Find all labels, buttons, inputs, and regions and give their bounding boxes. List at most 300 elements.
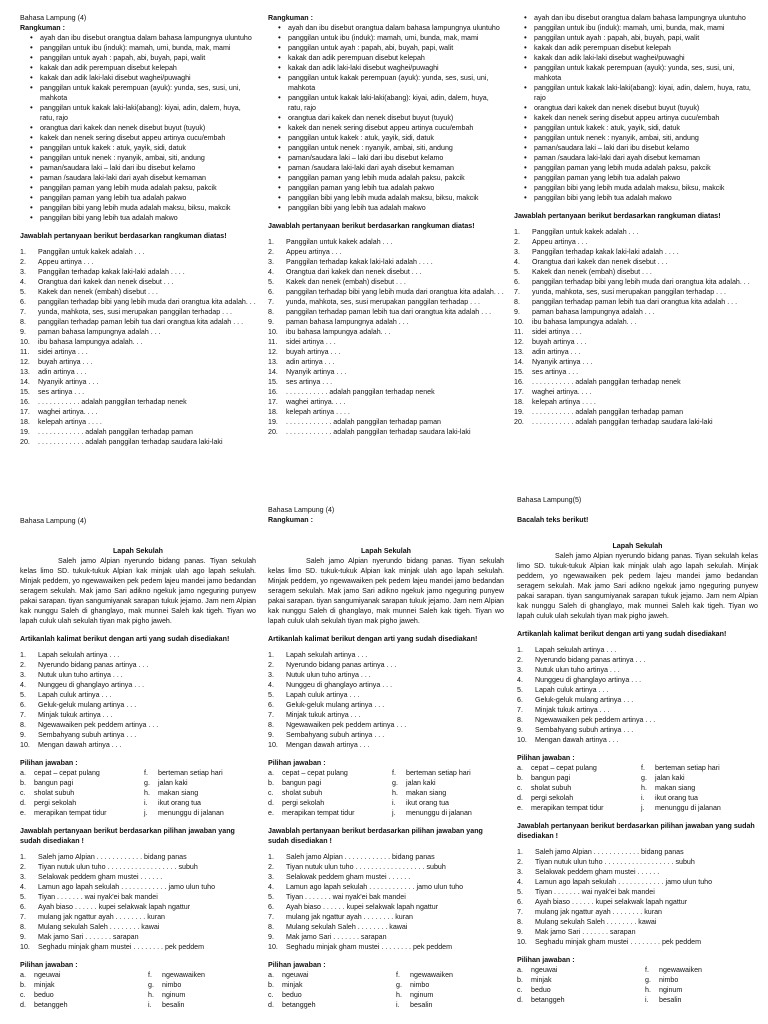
question-number: 20. [514,418,524,426]
summary-item: • panggilan paman yang lebih tua adalah pakwo [280,183,504,193]
summary-item: • kakak dan adik perempuan disebut kelepah [526,43,758,53]
question-number: 1. [268,651,274,659]
question-number: 2. [514,238,520,246]
question-text: Seghadu minjak gham mustei . . . . . . . . pek peddem [286,943,452,951]
question-item [20,680,256,690]
question-number: 19. [268,418,278,426]
choice-letter: c. [517,986,523,994]
question-text: waghei artinya. . . . [286,398,346,406]
summary-item: • orangtua dari kakek dan nenek disebut buyut (tuyuk) [526,103,758,113]
question-item [268,872,504,882]
choice-letter: j. [641,804,645,812]
choices2-grid [517,965,758,1005]
question-item [268,710,504,720]
question-item [517,685,758,695]
choice-text: ngewawaiken [659,966,702,974]
question-item [514,417,758,427]
question-number: 9. [514,308,520,316]
question-number: 2. [268,248,274,256]
question-item [20,267,256,277]
choices2-grid [268,970,504,1010]
choice-letter: g. [396,981,402,989]
question-item [20,700,256,710]
question-item [20,902,256,912]
q2-heading: Jawablah pertanyaan berikut berdasarkan pilihan jawaban yang sudah disediakan ! [20,827,235,845]
choice-letter: g. [645,976,651,984]
summary-item: • panggilan untuk ibu (induk): mamah, umi, bunda, mak, mami [526,23,758,33]
choice-letter: h. [148,991,154,999]
summary-item: • ayah dan ibu disebut orangtua dalam bahasa lampungnya uluntuho [280,23,504,33]
question-item [20,357,256,367]
bottom-page-col2 [268,505,504,1010]
question-text: Minjak tukuk artinya . . . [535,706,610,714]
choice-letter: b. [517,976,523,984]
question-text: paman bahasa lampungnya adalah . . . [38,328,161,336]
question-number: 3. [268,873,274,881]
question-item [20,942,256,952]
question-item [514,357,758,367]
summary-item: • panggilan bibi yang lebih muda adalah maksu, biksu, makcik [280,193,504,203]
choice-text: bangun pagi [34,779,74,787]
question-text: . . . . . . . . . . . adalah panggilan terhadap nenek [286,388,435,396]
choices-grid [268,768,504,818]
page-title: Bahasa Lampung (4) [20,517,87,525]
question-item [20,852,256,862]
choice-letter: f. [148,971,152,979]
question-text: mulang jak ngattur ayah . . . . . . . . kuran [38,913,165,921]
summary-item: • panggilan untuk nenek : nyanyik, ambai, siti, andung [280,143,504,153]
summary-list [514,13,758,203]
question-text: Orangtua dari kakek dan nenek disebut . . . [532,258,668,266]
question-number: 5. [268,691,274,699]
question-number: 1. [268,853,274,861]
question-text: Kakek dan nenek (embah) disebut . . . [286,278,406,286]
summary-item: • kakek dan nenek sering disebut appeu artinya cucu/embah [280,123,504,133]
choice-letter: j. [144,809,148,817]
question-item [20,740,256,750]
question-item [20,650,256,660]
q2-list [268,852,504,952]
question-number: 3. [268,671,274,679]
choice-letter: h. [392,789,398,797]
question-number: 14. [20,378,30,386]
question-number: 10. [514,318,524,326]
choice-text: nimbo [162,981,182,989]
question-number: 9. [517,928,523,936]
story-title: Lapah Sekulah [112,547,164,555]
question-item [517,675,758,685]
choice-letter: f. [645,966,649,974]
choice-letter: b. [268,981,274,989]
question-text: Nyanyik artinya . . . [38,378,99,386]
question-text: Saleh jamo Alpian . . . . . . . . . . . . bidang panas [286,853,435,861]
question-item [20,730,256,740]
page-title: Bahasa Lampung(5) [517,496,582,504]
question-item [20,882,256,892]
choice-letter: b. [268,779,274,787]
question-number: 5. [268,278,274,286]
question-item [268,660,504,670]
story-text: Saleh jamo Alpian nyerundo bidang panas. Tiyan sekulah kelas limo SD. tukuk-tukuk Alpian kak minjak ulah ago lapah sekulah. Minjak peddem, yo ngewawaiken pek pedem lajeu mandei jamo bedandan seragem sekulah. Mak jamo Sari adikno ngekuk jamo ngeguring punyew pakai sarapan. tiyan sangumiyanak sarapan tukuk jejamo. Jam nem Alpian kak nunggu Saleh di ghanglayo, mak munnei Saleh kak tigeh. Tiyan wo lapah culuk ulah sekulah tiyan mak pigho jaweh. [20,557,256,625]
choice-letter: c. [517,784,523,792]
summary-item: • panggilan untuk kakak perempuan (ayuk): yunda, ses, susi, uni, mahkota [280,73,504,93]
summary-item: • panggilan paman yang lebih tua adalah pakwo [32,193,256,203]
read-label: Bacalah teks berikut! [517,516,589,524]
question-number: 6. [20,903,26,911]
question-number: 2. [268,661,274,669]
question-text: Ngewawaiken pek peddem artinya . . . [38,721,159,729]
question-text: Mengan dawah artinya . . . [286,741,370,749]
question-text: Tiyan nutuk ulun tuho . . . . . . . . . . . . . . . . . . subuh [286,863,446,871]
question-number: 7. [20,913,26,921]
summary-item: • panggilan untuk ayah : papah, abi, buyah, papi, walit [32,53,256,63]
question-text: panggilan terhadap paman lebih tua dari orangtua kita adalah . . . [38,318,244,326]
question-item [514,267,758,277]
question-text: Geluk-geluk mulang artinya . . . [535,696,634,704]
summary-item: • panggilan untuk kakak laki-laki(abang): kiyai, adin, dalem, huya, ratu, rajo [32,103,256,123]
choice-letter: g. [148,981,154,989]
question-text: sidei artinya . . . [286,338,336,346]
question-item [514,387,758,397]
question-number: 16. [20,398,30,406]
question-text: Lapah sekulah artinya . . . [38,651,120,659]
question-number: 9. [268,731,274,739]
questions-list [268,237,504,437]
question-text: waghei artinya. . . . [532,388,592,396]
choice-letter: d. [268,799,274,807]
choices-label: Pilihan jawaban : [20,759,78,767]
question-text: Mulang sekulah Saleh . . . . . . . . kawai [535,918,657,926]
summary-item: • panggilan untuk kakek : atuk, yayik, sidi, datuk [32,143,256,153]
question-number: 4. [517,676,523,684]
choice-letter: d. [517,794,523,802]
question-text: panggilan terhadap paman lebih tua dari orangtua kita adalah . . . [532,298,738,306]
question-item [517,887,758,897]
question-number: 9. [20,731,26,739]
summary-item: • orangtua dari kakek dan nenek disebut buyut (tuyuk) [32,123,256,133]
question-text: Appeu artinya . . . [38,258,94,266]
question-number: 4. [268,883,274,891]
question-text: Mak jamo Sari . . . . . . . sarapan [535,928,636,936]
choice-letter: h. [641,784,647,792]
question-number: 3. [268,258,274,266]
question-item [20,670,256,680]
question-text: Geluk-geluk mulang artinya . . . [286,701,385,709]
question-number: 4. [517,878,523,886]
question-item [517,857,758,867]
question-number: 5. [20,893,26,901]
question-text: Nunggeu di ghanglayo artinya . . . [286,681,393,689]
question-number: 7. [268,711,274,719]
choice-text: berteman setiap hari [406,769,471,777]
question-number: 4. [268,681,274,689]
question-number: 6. [20,701,26,709]
question-item [517,917,758,927]
summary-item: • kakak dan adik laki-laki disebut waghei/puwaghi [526,53,758,63]
top-page-col2 [268,13,504,437]
question-number: 2. [20,661,26,669]
choices-label: Pilihan jawaban : [268,759,326,767]
question-text: Sembahyang subuh artinya . . . [286,731,385,739]
choice-text: berteman setiap hari [655,764,720,772]
question-item [514,307,758,317]
question-number: 7. [517,908,523,916]
choice-text: menunggu di jalanan [406,809,472,817]
choice-text: jalan kaki [655,774,685,782]
question-number: 10. [517,938,527,946]
question-item [20,660,256,670]
story-text: Saleh jamo Alpian nyerundo bidang panas. Tiyan sekulah kelas limo SD. tukuk-tukuk Alpian kak minjak ulah ago lapah sekulah. Minjak peddem, yo ngewawaiken pek pedem lajeu mandei jamo bedandan seragem sekulah. Mak jamo Sari adikno ngekuk jamo ngeguring punyew pakai sarapan. tiyan sangumiyanak sarapan tukuk jejamo. Jam nem Alpian kak nunggu Saleh di ghanglayo, mak munnei Saleh kak tigeh. Tiyan wo lapah culuk ulah sekulah tiyan mak pigho jaweh. [268,557,504,625]
question-item [517,907,758,917]
choice-text: menunggu di jalanan [655,804,721,812]
question-number: 8. [20,923,26,931]
page-title: Bahasa Lampung (4) [20,14,87,22]
question-item [268,377,504,387]
question-text: Seghadu minjak gham mustei . . . . . . . . pek peddem [535,938,701,946]
question-item [268,347,504,357]
question-text: ses artinya . . . [286,378,333,386]
choice-letter: a. [517,966,523,974]
question-item [20,710,256,720]
choice-letter: i. [396,1001,400,1009]
summary-item: • panggilan bibi yang lebih tua adalah makwo [526,193,758,203]
choice-text: merapikan tempat tidur [282,809,355,817]
summary-item: • paman /saudara laki-laki dari ayah disebut kemaman [280,163,504,173]
choice-letter: c. [20,789,26,797]
summary-item: • panggilan untuk ibu (induk): mamah, umi, bunda, mak, mami [280,33,504,43]
choice-text: menunggu di jalanan [158,809,224,817]
question-item [20,872,256,882]
summary-list [20,33,256,223]
question-number: 8. [268,308,274,316]
question-item [20,317,256,327]
question-text: Panggilan untuk kakek adalah . . . [286,238,393,246]
question-item [20,427,256,437]
question-item [268,690,504,700]
choice-letter: c. [268,789,274,797]
question-number: 19. [514,408,524,416]
question-number: 11. [268,338,278,346]
question-text: Ngewawaiken pek peddem artinya . . . [286,721,407,729]
choice-letter: d. [268,1001,274,1009]
question-text: paman bahasa lampungnya adalah . . . [286,318,409,326]
question-text: Sembahyang subuh artinya . . . [38,731,137,739]
question-number: 5. [517,686,523,694]
question-item [514,227,758,237]
summary-label: Rangkuman : [268,14,313,22]
q1-list [20,650,256,750]
question-text: Nutuk ulun tuho artinya . . . [535,666,620,674]
choice-letter: h. [396,991,402,999]
question-item [268,327,504,337]
question-number: 13. [20,368,30,376]
question-number: 18. [514,398,524,406]
summary-item: • panggilan bibi yang lebih tua adalah makwo [32,213,256,223]
question-item [268,942,504,952]
question-item [517,927,758,937]
question-item [517,665,758,675]
question-text: ibu bahasa lampungya adalah. . . [286,328,391,336]
question-item [514,407,758,417]
question-number: 8. [517,918,523,926]
question-item [20,337,256,347]
question-number: 6. [517,898,523,906]
summary-list [268,23,504,213]
summary-item: • ayah dan ibu disebut orangtua dalam bahasa lampungnya uluntuho [32,33,256,43]
choice-text: betanggeh [282,1001,316,1009]
question-item [20,690,256,700]
choice-text: nginum [162,991,186,999]
q2-list [517,847,758,947]
bottom-page-col3 [517,495,758,1005]
summary-item: • panggilan untuk kakak laki-laki(abang): kiyai, adin, dalem, huya, ratu, rajo [526,83,758,103]
top-page-col1 [20,13,256,447]
question-text: Mak jamo Sari . . . . . . . sarapan [38,933,139,941]
question-item [268,427,504,437]
question-number: 8. [268,721,274,729]
choice-letter: i. [148,1001,152,1009]
choices-grid [517,763,758,813]
story-title: Lapah Sekulah [612,542,663,550]
question-number: 17. [514,388,524,396]
question-number: 4. [20,681,26,689]
questions-heading: Jawablah pertanyaan berikut berdasarkan rangkuman diatas! [20,232,227,240]
question-item [20,417,256,427]
question-text: Ayah biaso . . . . . . kupei selakwak lapah ngattur [535,898,688,906]
summary-label: Rangkuman : [268,516,313,524]
choices2-label: Pilihan jawaban : [20,961,78,969]
question-text: . . . . . . . . . . . . adalah panggilan terhadap paman [286,418,441,426]
choices2-grid [20,970,256,1010]
question-item [517,847,758,857]
question-text: . . . . . . . . . . . adalah panggilan terhadap paman [532,408,684,416]
q2-list [20,852,256,952]
question-text: panggilan terhadap bibi yang lebih muda dari orangtua kita adalah. . . [532,278,750,286]
summary-item: • kakek dan nenek sering disebut appeu artinya cucu/embah [526,113,758,123]
question-text: Orangtua dari kakek dan nenek disebut . . . [38,278,174,286]
question-text: . . . . . . . . . . . . adalah panggilan terhadap paman [38,428,193,436]
question-item [268,700,504,710]
question-number: 7. [268,298,274,306]
question-number: 6. [268,701,274,709]
question-number: 10. [20,741,30,749]
question-number: 14. [268,368,278,376]
question-text: Panggilan terhadap kakak laki-laki adalah . . . . [532,248,679,256]
question-item [514,257,758,267]
choice-letter: g. [392,779,398,787]
question-item [20,277,256,287]
question-number: 17. [268,398,278,406]
question-text: Selakwak peddem gham mustei . . . . . . [38,873,163,881]
choice-letter: a. [20,971,26,979]
question-text: Lamun ago lapah sekulah . . . . . . . . . . . . jamo ulun tuho [286,883,464,891]
summary-item: • panggilan bibi yang lebih tua adalah makwo [280,203,504,213]
question-number: 9. [268,318,274,326]
question-item [517,867,758,877]
choice-text: besalin [410,1001,433,1009]
question-item [517,695,758,705]
question-number: 12. [268,348,278,356]
question-text: Lapah sekulah artinya . . . [286,651,368,659]
question-text: Appeu artinya . . . [286,248,342,256]
question-number: 6. [268,288,274,296]
question-item [20,307,256,317]
summary-item: • panggilan untuk kakak laki-laki(abang): kiyai, adin, dalem, huya, ratu, rajo [280,93,504,113]
summary-item: • paman/saudara laki – laki dari ibu disebut kelamo [280,153,504,163]
choice-text: ngeuwai [34,971,61,979]
choice-text: ngeuwai [531,966,558,974]
question-item [268,417,504,427]
question-item [20,932,256,942]
question-number: 3. [20,268,26,276]
choice-letter: e. [20,809,26,817]
question-text: Tiyan . . . . . . . wai nyak'ei bak mandei [286,893,406,901]
question-item [517,877,758,887]
choices-grid [20,768,256,818]
summary-item: • panggilan untuk kakek : atuk, yayik, sidi, datuk [280,133,504,143]
choice-text: pergi sekolah [34,799,77,807]
choice-letter: f. [641,764,645,772]
choice-text: makan siang [406,789,447,797]
top-page-col3 [514,13,758,427]
choice-text: besalin [659,996,682,1004]
question-item [268,902,504,912]
choice-text: pergi sekolah [282,799,325,807]
question-text: Nyerundo bidang panas artinya . . . [286,661,397,669]
question-number: 5. [514,268,520,276]
choice-letter: a. [517,764,523,772]
choice-text: beduo [34,991,54,999]
question-number: 11. [514,328,524,336]
question-item [514,237,758,247]
question-number: 8. [514,298,520,306]
summary-item: • panggilan bibi yang lebih muda adalah maksu, biksu, makcik [32,203,256,213]
question-item [268,307,504,317]
choice-letter: d. [20,1001,26,1009]
question-number: 3. [514,248,520,256]
question-number: 1. [20,248,26,256]
choice-letter: h. [645,986,651,994]
question-text: Selakwak peddem gham mustei . . . . . . [535,868,660,876]
question-number: 8. [517,716,523,724]
question-text: . . . . . . . . . . . . adalah panggilan terhadap saudara laki-laki [286,428,471,436]
question-item [20,437,256,447]
question-item [517,705,758,715]
questions-list [20,247,256,447]
question-number: 4. [514,258,520,266]
choice-letter: e. [268,809,274,817]
question-number: 2. [20,258,26,266]
choice-text: minjak [34,981,55,989]
question-item [20,327,256,337]
question-text: Nutuk ulun tuho artinya . . . [286,671,371,679]
choice-text: betanggeh [34,1001,68,1009]
choice-text: sholat subuh [531,784,572,792]
choice-text: ikut orang tua [406,799,449,807]
question-item [20,367,256,377]
choice-text: nginum [659,986,683,994]
question-number: 18. [20,418,30,426]
question-text: Panggilan untuk kakek adalah . . . [38,248,145,256]
question-text: Minjak tukuk artinya . . . [38,711,113,719]
question-text: buyah artinya . . . [286,348,341,356]
question-item [20,912,256,922]
question-text: Mulang sekulah Saleh . . . . . . . . kawai [38,923,160,931]
question-text: Appeu artinya . . . [532,238,588,246]
question-item [268,912,504,922]
choice-text: minjak [531,976,552,984]
question-item [268,892,504,902]
